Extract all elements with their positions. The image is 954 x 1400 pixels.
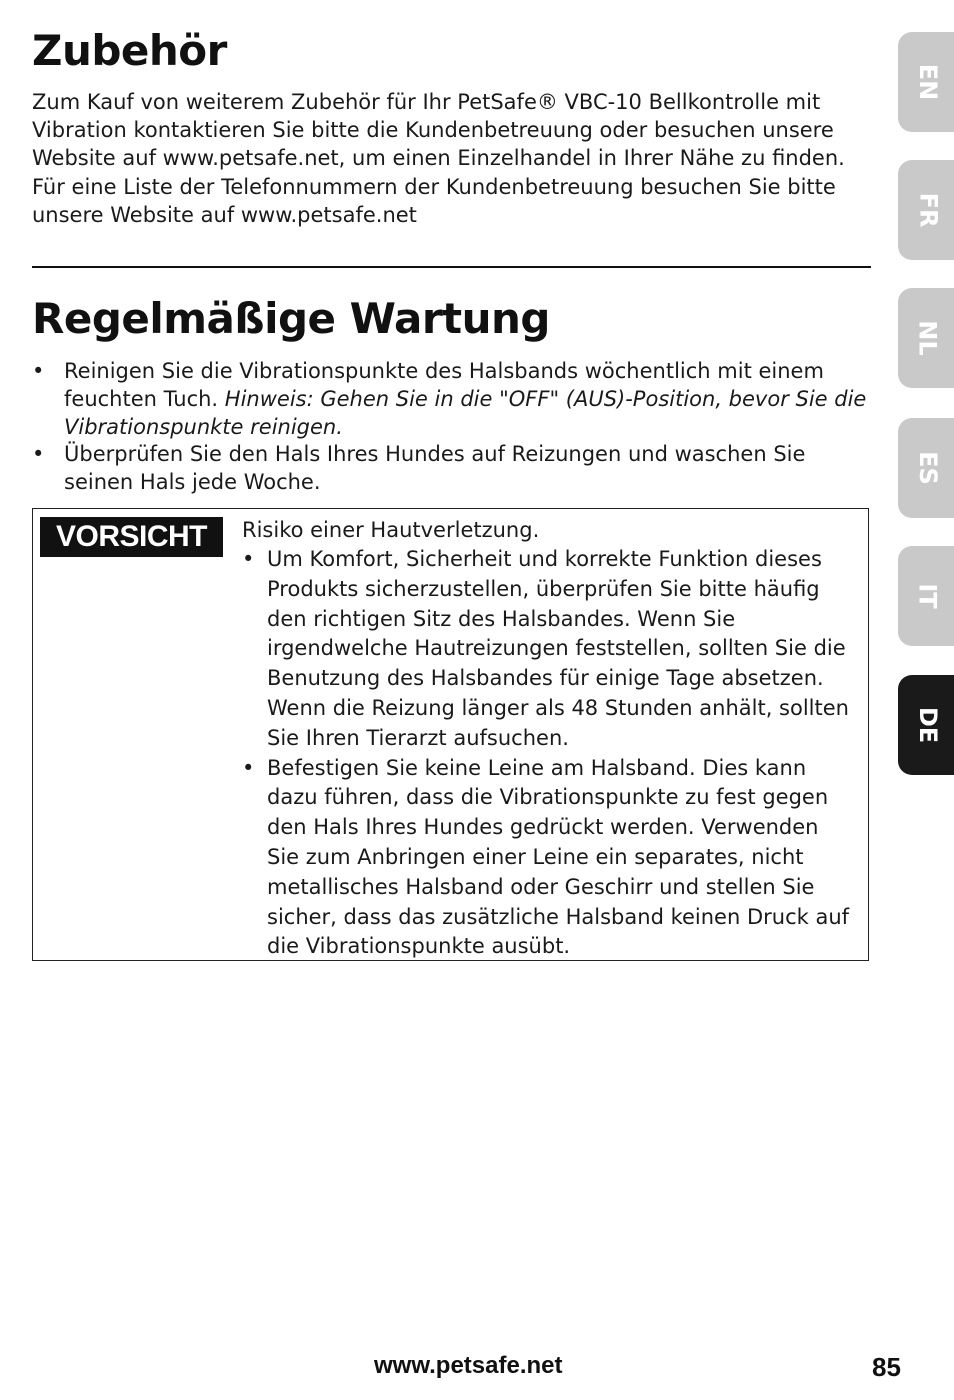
tab-label: NL	[913, 320, 942, 356]
caution-item-text: Um Komfort, Sicherheit und korrekte Funktion dieses Produkts sicherzustellen, überprüfen Sie bitte häufig den richtigen Sitz des Halsbandes. Wenn Sie irgendwelche Hautreizungen feststellen, sollten Sie die Benutzung des Halsbandes für einige Tage absetzen. Wenn die Reizung länger als 48 Stunden anhält, sollten Sie Ihren Tierarzt aufsuchen.	[267, 547, 849, 750]
maintenance-item-text: Reinigen Sie die Vibrationspunkte des Halsbands wöchentlich mit einem feuchten Tuch.	[64, 359, 824, 411]
bullet-icon: •	[242, 755, 255, 780]
caution-list	[242, 545, 857, 962]
caution-badge: VORSICHT	[40, 517, 223, 557]
tab-label: IT	[914, 583, 942, 609]
tab-nl[interactable]	[898, 288, 954, 388]
bullet-icon: •	[32, 442, 45, 467]
caution-item-text: Befestigen Sie keine Leine am Halsband. Dies kann dazu führen, dass die Vibrationspunkte zu fest gegen den Hals Ihres Hundes gedrückt werden. Verwenden Sie zum Anbringen einer Leine ein separates, nicht metallisches Halsband oder Geschirr und stellen Sie sicher, dass das zusätzliche Halsband keinen Druck auf die Vibrationspunkte ausübt.	[267, 755, 850, 959]
list-item	[242, 545, 857, 754]
accessories-title: Zubehör	[32, 26, 227, 75]
list-item	[242, 754, 857, 963]
bullet-icon: •	[242, 547, 255, 571]
maintenance-item-text: Überprüfen Sie den Hals Ihres Hundes auf Reizungen und waschen Sie seinen Hals jede Woche.	[64, 442, 806, 495]
list-item	[32, 358, 868, 441]
maintenance-list	[32, 358, 868, 497]
maintenance-title: Regelmäßige Wartung	[32, 294, 550, 343]
caution-box	[32, 508, 869, 961]
tab-label: EN	[913, 63, 942, 101]
caution-content	[242, 515, 857, 962]
tab-fr[interactable]	[898, 160, 954, 260]
section-divider	[32, 266, 871, 268]
tab-it[interactable]	[898, 546, 954, 646]
footer-url: www.petsafe.net	[374, 1352, 563, 1379]
maintenance-item-note: Hinweis: Gehen Sie in die "OFF" (AUS)-Position, bevor Sie die Vibrationspunkte reinigen.	[64, 386, 867, 439]
tab-en[interactable]	[898, 32, 954, 132]
tab-label: DE	[913, 706, 942, 744]
tab-es[interactable]	[898, 418, 954, 518]
tab-label: FR	[914, 192, 942, 228]
tab-label: ES	[914, 451, 942, 485]
page-number: 85	[872, 1352, 901, 1382]
tab-de[interactable]	[898, 675, 954, 775]
bullet-icon: •	[32, 359, 45, 383]
accessories-body: Zum Kauf von weiterem Zubehör für Ihr PetSafe® VBC-10 Bellkontrolle mit Vibration kontaktieren Sie bitte die Kundenbetreuung oder besuchen unsere Website auf www.petsafe.net, um einen Einzelhandel in Ihrer Nähe zu finden. Für eine Liste der Telefonnummern der Kundenbetreuung besuchen Sie bitte unsere Website auf www.petsafe.net	[32, 90, 845, 227]
caution-heading: Risiko einer Hautverletzung.	[242, 518, 540, 542]
list-item	[32, 441, 868, 497]
